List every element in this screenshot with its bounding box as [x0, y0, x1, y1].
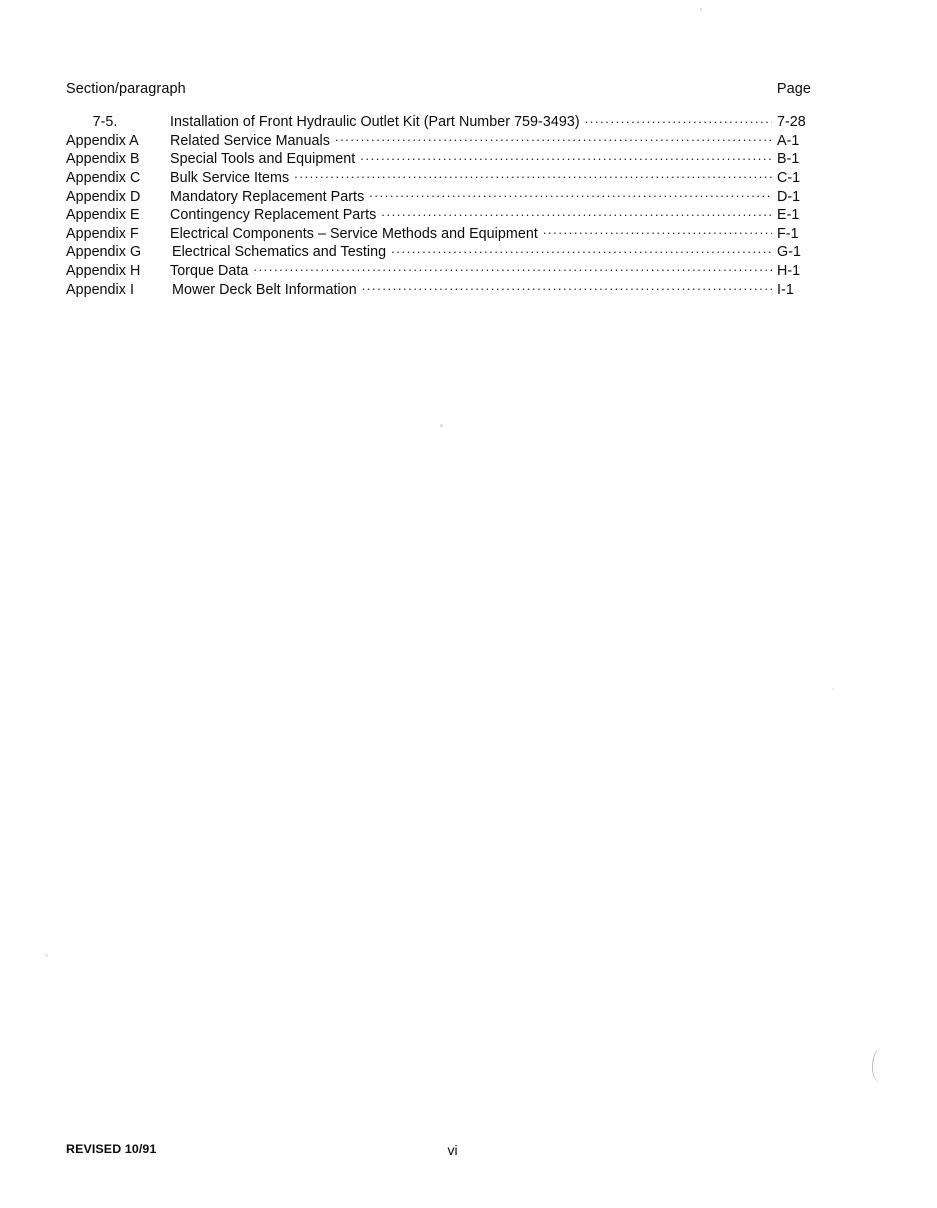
- toc-entry-title: Bulk Service Items: [170, 170, 290, 187]
- toc-entry-list: [0, 112, 937, 298]
- toc-entry-page: E-1: [777, 207, 800, 224]
- toc-entry-title: Mandatory Replacement Parts: [170, 188, 365, 205]
- toc-leader-dots: [543, 224, 772, 238]
- toc-entry-row[interactable]: [0, 205, 877, 224]
- toc-entry-page: F-1: [777, 225, 799, 242]
- toc-entry-title: Related Service Manuals: [170, 132, 330, 149]
- toc-entry-title: Electrical Schematics and Testing: [172, 244, 387, 261]
- toc-entry-page: A-1: [777, 132, 800, 149]
- scan-speck: [45, 954, 48, 957]
- toc-entry-label: Appendix G: [66, 244, 142, 261]
- toc-entry-label: Appendix I: [66, 281, 134, 298]
- toc-entry-title: Mower Deck Belt Information: [172, 281, 357, 298]
- toc-entry-row[interactable]: [0, 112, 877, 131]
- toc-entry-page: G-1: [777, 244, 801, 261]
- toc-entry-row[interactable]: [0, 186, 877, 205]
- toc-entry-label: 7-5.: [92, 114, 118, 131]
- toc-leader-dots: [294, 168, 772, 182]
- revised-date: REVISED 10/91: [66, 1142, 157, 1156]
- toc-entry-row[interactable]: [0, 168, 877, 187]
- scan-speck: [700, 8, 702, 11]
- toc-entry-label: Appendix A: [66, 132, 139, 149]
- toc-entry-row[interactable]: [0, 279, 877, 298]
- toc-entry-label: Appendix B: [66, 151, 140, 168]
- toc-entry-page: D-1: [777, 188, 801, 205]
- toc-entry-row[interactable]: [0, 242, 877, 261]
- toc-entry-page: H-1: [777, 263, 801, 280]
- toc-leader-dots: [585, 112, 772, 126]
- toc-entry-title: Electrical Components – Service Methods and Equipment: [170, 225, 538, 242]
- toc-entry-page: I-1: [777, 281, 794, 298]
- toc-leader-dots: [362, 279, 772, 293]
- page-heading: Page: [776, 81, 811, 97]
- pen-mark-artifact: [870, 1047, 885, 1082]
- toc-entry-page: 7-28: [777, 114, 806, 131]
- toc-entry-label: Appendix E: [66, 207, 140, 224]
- scan-speck: [440, 424, 443, 427]
- toc-leader-dots: [381, 205, 772, 219]
- toc-entry-label: Appendix C: [66, 170, 141, 187]
- toc-entry-label: Appendix H: [66, 263, 141, 280]
- toc-leader-dots: [253, 261, 772, 275]
- scan-speck: [832, 688, 834, 690]
- page-number: vi: [447, 1142, 458, 1158]
- toc-entry-row[interactable]: [0, 149, 877, 168]
- toc-entry-title: Contingency Replacement Parts: [170, 207, 377, 224]
- toc-column-headings: [66, 81, 871, 97]
- toc-entry-page: B-1: [777, 151, 800, 168]
- toc-leader-dots: [335, 131, 772, 145]
- toc-entry-title: Special Tools and Equipment: [170, 151, 356, 168]
- toc-entry-page: C-1: [777, 170, 801, 187]
- toc-leader-dots: [391, 242, 772, 256]
- toc-leader-dots: [360, 149, 772, 163]
- toc-entry-title: Torque Data: [170, 263, 249, 280]
- toc-entry-title: Installation of Front Hydraulic Outlet Kit (Part Number 759-3493): [170, 114, 580, 131]
- toc-entry-label: Appendix F: [66, 225, 139, 242]
- section-paragraph-heading: Section/paragraph: [66, 81, 186, 97]
- toc-entry-row[interactable]: [0, 261, 877, 280]
- toc-entry-row[interactable]: [0, 131, 877, 150]
- toc-entry-row[interactable]: [0, 224, 877, 243]
- toc-leader-dots: [369, 186, 772, 200]
- toc-entry-label: Appendix D: [66, 188, 141, 205]
